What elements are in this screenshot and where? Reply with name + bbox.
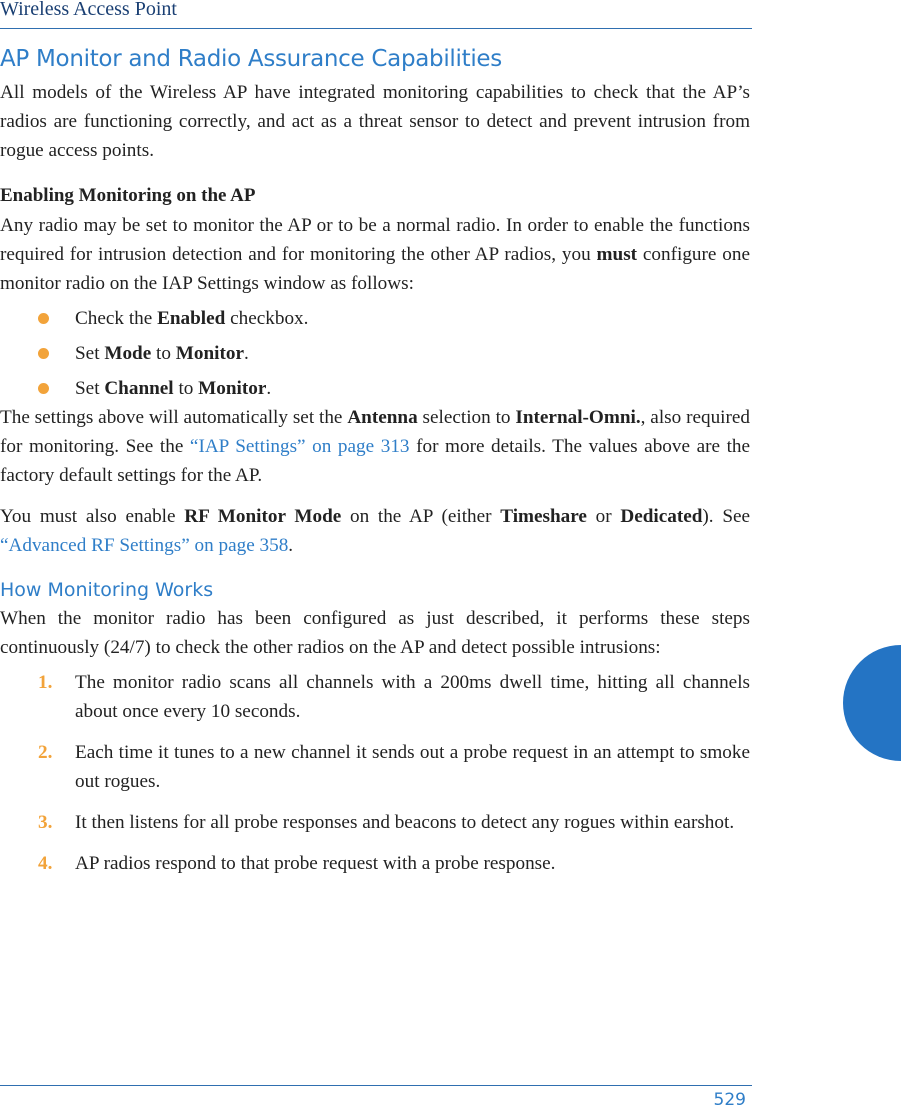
settings-paragraph: The settings above will automatically set the Antenna selection to Internal-Omni., also required for monitoring. See the “IAP Settings” on page 313 for more details. The values above are the factory default settings for the AP. xyxy=(0,407,751,486)
enabling-paragraph: Any radio may be set to monitor the AP or to be a normal radio. In order to enable the functions required for intrusion detection and for monitoring the other AP radios, you must configure one monitor radio on the IAP Settings window as follows: xyxy=(0,215,750,294)
step-number: 3. xyxy=(38,812,53,833)
iap-settings-link[interactable]: “IAP Settings” on page 313 xyxy=(189,436,410,457)
running-title: Wireless Access Point xyxy=(0,0,177,20)
page-footer xyxy=(0,1085,752,1110)
section-title: AP Monitor and Radio Assurance Capabilities xyxy=(0,46,502,72)
monitoring-steps-list xyxy=(0,668,750,878)
how-intro-paragraph: When the monitor radio has been configured as just described, it performs these steps continuously (24/7) to check the other radios on the AP and detect possible intrusions: xyxy=(0,608,750,658)
settings-bullet-list xyxy=(0,304,750,403)
intro-paragraph: All models of the Wireless AP have integrated monitoring capabilities to check that the AP’s radios are functioning correctly, and act as a threat sensor to detect and prevent intrusion from rogue access points. xyxy=(0,82,750,161)
step-number: 2. xyxy=(38,742,53,763)
how-monitoring-heading: How Monitoring Works xyxy=(0,579,214,601)
list-item: 4. AP radios respond to that probe request with a probe response. xyxy=(0,849,750,878)
page-body xyxy=(0,44,750,890)
bullet-dot-icon xyxy=(38,313,49,324)
step-number: 1. xyxy=(38,672,53,693)
list-item: 1. The monitor radio scans all channels with a 200ms dwell time, hitting all channels about once every 10 seconds. xyxy=(0,668,750,726)
bullet-dot-icon xyxy=(38,383,49,394)
chapter-tab xyxy=(843,645,901,761)
step-number: 4. xyxy=(38,853,53,874)
rf-monitor-paragraph: You must also enable RF Monitor Mode on the AP (either Timeshare or Dedicated). See “Advanced RF Settings” on page 358. xyxy=(0,506,751,556)
page-number: 529 xyxy=(713,1090,746,1110)
list-item: Check the Enabled checkbox. xyxy=(0,304,750,333)
running-header xyxy=(0,0,752,29)
enabling-heading: Enabling Monitoring on the AP xyxy=(0,185,256,206)
list-item: 3. It then listens for all probe responses and beacons to detect any rogues within earshot. xyxy=(0,808,750,837)
list-item: Set Channel to Monitor. xyxy=(0,374,750,403)
list-item: Set Mode to Monitor. xyxy=(0,339,750,368)
bullet-dot-icon xyxy=(38,348,49,359)
advanced-rf-settings-link[interactable]: “Advanced RF Settings” on page 358 xyxy=(0,535,289,556)
list-item: 2. Each time it tunes to a new channel it sends out a probe request in an attempt to smoke out rogues. xyxy=(0,738,750,796)
